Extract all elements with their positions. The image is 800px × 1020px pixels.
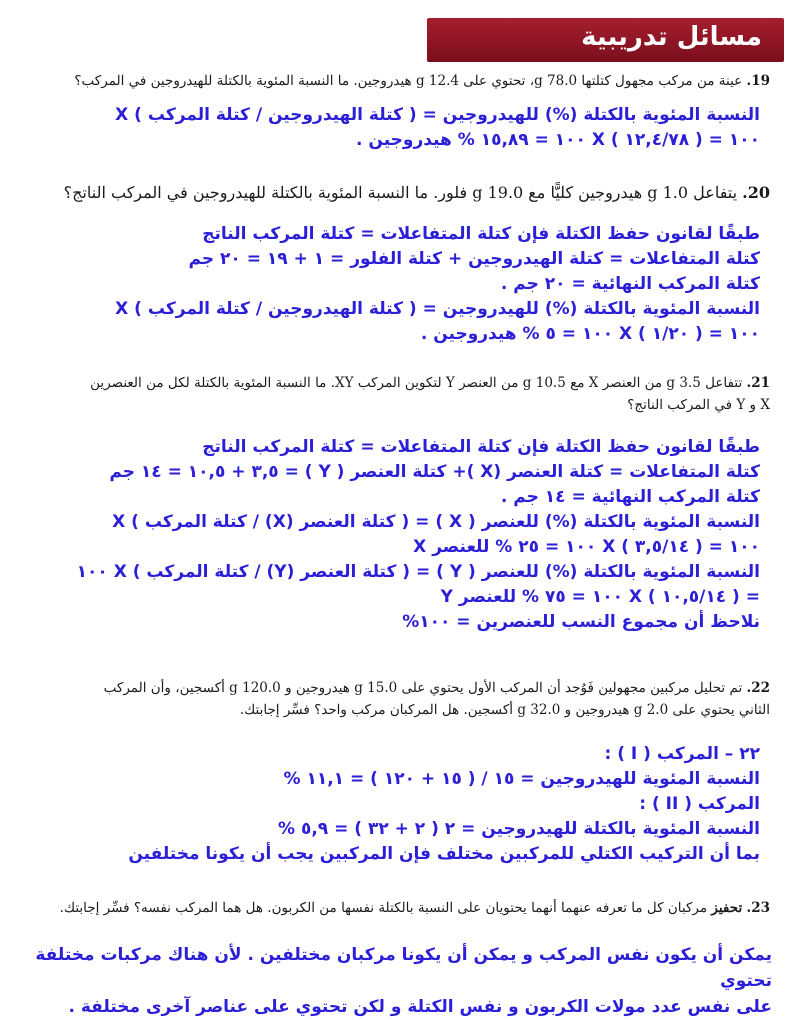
question-20-number: 20. bbox=[742, 183, 770, 202]
answer-20-line-4: النسبة المئوية بالكتلة (%) للهيدروجين = ( كتلة الهيدروجين / كتلة المركب ) X bbox=[115, 299, 760, 319]
answer-21-line-4: النسبة المئوية بالكتلة (%) للعنصر ( X ) = ( كتلة العنصر (X) / كتلة المركب ) X bbox=[112, 512, 760, 532]
answer-19-line-1: النسبة المئوية بالكتلة (%) للهيدروجين = ( كتلة الهيدروجين / كتلة المركب ) X bbox=[115, 105, 760, 125]
answer-21-line-2: كتلة المتفاعلات = كتلة العنصر (X )+ كتلة العنصر ( Y ) = ٣,٥ + ١٠,٥ = ١٤ جم bbox=[109, 462, 760, 482]
question-21-number: 21. bbox=[746, 375, 770, 391]
answer-23-line-2: على نفس عدد مولات الكربون و نفس الكتلة و لكن تحتوي على عناصر آخرى مختلفة . bbox=[68, 997, 772, 1017]
question-22 bbox=[20, 677, 770, 721]
answer-22 bbox=[40, 742, 760, 867]
question-19-number: 19. bbox=[746, 73, 770, 89]
section-title: مسائل تدريبية bbox=[581, 22, 762, 52]
answer-20-line-1: طبقًا لقانون حفظ الكتلة فإن كتلة المتفاعلات = كتلة المركب الناتج bbox=[202, 224, 760, 244]
answer-21-line-3: كتلة المركب النهائية = ١٤ جم . bbox=[500, 487, 760, 507]
answer-20-line-2: كتلة المتفاعلات = كتلة الهيدروجين + كتلة الفلور = ١ + ١٩ = ٢٠ جم bbox=[188, 249, 760, 269]
answer-21-line-1: طبقًا لقانون حفظ الكتلة فإن كتلة المتفاعلات = كتلة المركب الناتج bbox=[202, 437, 760, 457]
answer-20-line-5: ١٠٠ = ( ١/٢٠ ) X ١٠٠ = ٥ % هيدروجين . bbox=[420, 324, 760, 344]
answer-23 bbox=[22, 942, 772, 1020]
answer-21-line-7: = ( ١٠,٥/١٤ ) X ١٠٠ = ٧٥ % للعنصر Y bbox=[440, 587, 760, 607]
question-23-label: تحفيز bbox=[711, 900, 743, 916]
answer-21 bbox=[40, 435, 760, 635]
question-23-text: مركبان كل ما تعرفه عنهما أنهما يحتويان على النسبة بالكتلة نفسها من الكربون. هل هما المركب نفسه؟ فسِّر إجابتك. bbox=[59, 900, 708, 916]
answer-22-line-1: ٢٢ – المركب ( I ) : bbox=[604, 744, 760, 764]
question-20-text: يتفاعل 1.0 g هيدروجين كليًّا مع 19.0 g فلور. ما النسبة المئوية بالكتلة للهيدروجين في المركب الناتج؟ bbox=[63, 183, 738, 202]
question-19-text: عينة من مركب مجهول كتلتها 78.0 g، تحتوي على 12.4 g هيدروجين. ما النسبة المئوية بالكتلة للهيدروجين في المركب؟ bbox=[74, 73, 743, 89]
question-21-text-line-2: X و Y في المركب الناتج؟ bbox=[627, 397, 770, 413]
question-21 bbox=[20, 372, 770, 416]
answer-20-line-3: كتلة المركب النهائية = ٢٠ جم . bbox=[500, 274, 760, 294]
section-banner bbox=[427, 18, 784, 62]
question-21-text-line-1: تتفاعل 3.5 g من العنصر X مع 10.5 g من العنصر Y لتكوين المركب XY. ما النسبة المئوية بالكتلة لكل من العنصرين bbox=[90, 375, 743, 391]
question-22-number: 22. bbox=[746, 680, 770, 696]
answer-21-line-8: نلاحظ أن مجموع النسب للعنصرين = ١٠٠% bbox=[402, 612, 760, 632]
answer-23-line-1: يمكن أن يكون نفس المركب و يمكن أن يكونا مركبان مختلفين . لأن هناك مركبات مختلفة تحتوي bbox=[35, 945, 772, 991]
answer-20 bbox=[40, 222, 760, 347]
answer-19 bbox=[40, 103, 760, 153]
question-22-text-line-2: الثاني يحتوي على 2.0 g هيدروجين و 32.0 g أكسجين. هل المركبان مركب واحد؟ فسِّر إجابتك. bbox=[239, 702, 770, 718]
question-22-text-line-1: تم تحليل مركبين مجهولين فَوُجد أن المركب الأول يحتوي على 15.0 g هيدروجين و 120.0 g أكسجين، وأن المركب bbox=[103, 680, 743, 696]
answer-19-line-2: ١٠٠ = ( ١٢,٤/٧٨ ) X ١٠٠ = ١٥,٨٩ % هيدروجين . bbox=[356, 130, 760, 150]
question-23-number: 23. bbox=[746, 900, 770, 916]
answer-22-line-3: المركب ( II ) : bbox=[639, 794, 760, 814]
question-19 bbox=[30, 70, 770, 92]
answer-22-line-2: النسبة المئوية للهيدروجين = ١٥ / ( ١٥ + ١٢٠ ) = ١١,١ % bbox=[283, 769, 760, 789]
answer-22-line-4: النسبة المئوية بالكتلة للهيدروجين = ٢ ( ٢ + ٣٢ ) = ٥,٩ % bbox=[277, 819, 760, 839]
answer-21-line-6: النسبة المئوية بالكتلة (%) للعنصر ( Y ) = ( كتلة العنصر (Y) / كتلة المركب ) X ١٠٠ bbox=[76, 562, 760, 582]
question-23 bbox=[20, 897, 770, 919]
answer-21-line-5: ١٠٠ = ( ٣,٥/١٤ ) X ١٠٠ = ٢٥ % للعنصر X bbox=[413, 537, 760, 557]
answer-22-line-5: بما أن التركيب الكتلي للمركبين مختلف فإن المركبين يجب أن يكونا مختلفين bbox=[128, 844, 760, 864]
question-20 bbox=[20, 180, 770, 206]
